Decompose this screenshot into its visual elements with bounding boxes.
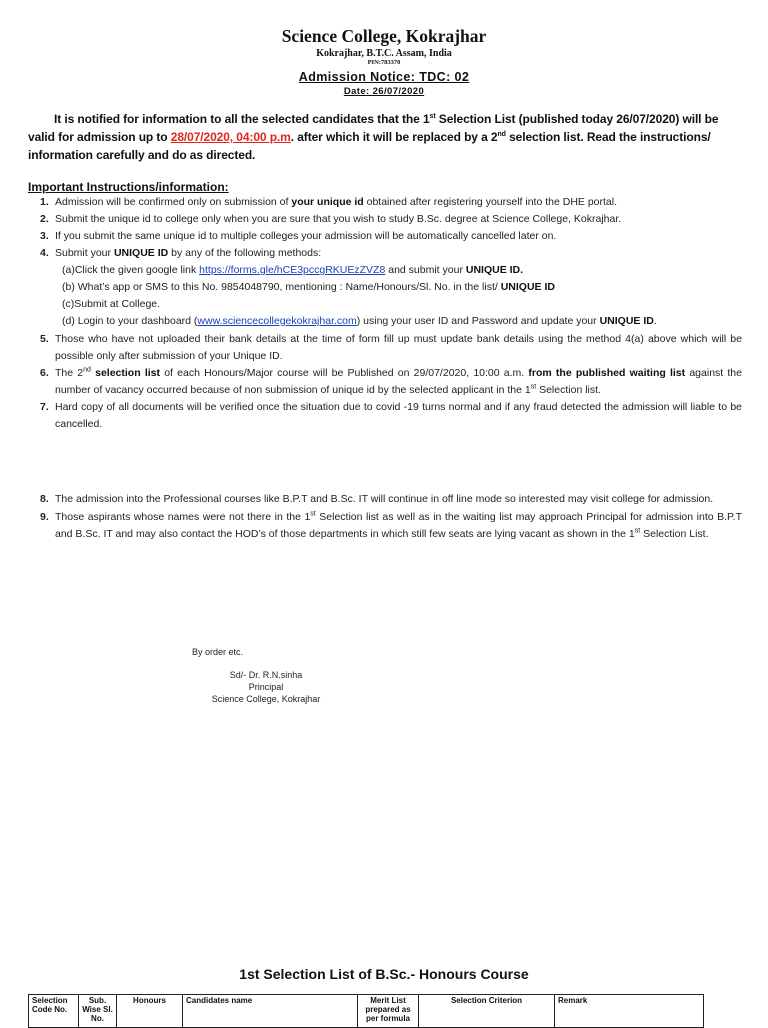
- col-candidate-name: Candidates name: [183, 995, 358, 1028]
- item-text: against the number of vacancy occurred because of non submission of unique id by the selected applicant in the 1: [55, 367, 742, 397]
- item-bold: UNIQUE ID.: [465, 264, 524, 276]
- signatory-designation: Principal: [248, 682, 284, 692]
- item-text: If you submit the same unique id to multiple colleges your admission will be automatically cancelled later on.: [55, 230, 557, 242]
- intro-sup-2: nd: [497, 131, 506, 138]
- instruction-item-4: [40, 245, 742, 262]
- item-number: 4.: [40, 247, 49, 259]
- intro-paragraph: [28, 110, 742, 164]
- intro-text-4: selection list. Read the instructions/ information carefully and do as directed.: [28, 130, 711, 162]
- item-sup: st: [310, 510, 316, 518]
- item-text: Hard copy of all documents will be verified once the situation due to covid -19 turns normal and if any fraud detected the admission will liable to be cancelled.: [55, 401, 742, 431]
- item-text: ) using your user ID and Password and update your: [356, 315, 600, 327]
- item-text: and submit your: [385, 264, 466, 276]
- col-selection-code: Selection Code No.: [29, 995, 79, 1028]
- item-text: Admission will be confirmed only on submission of: [55, 196, 292, 208]
- col-remark: Remark: [555, 995, 704, 1028]
- item-text: The admission into the Professional courses like B.P.T and B.Sc. IT will continue in off line mode so interested may visit college for admission.: [55, 493, 714, 505]
- instruction-item-6: [40, 365, 742, 399]
- col-sub-wise-sl: Sub. Wise Sl. No.: [79, 995, 117, 1028]
- item-sup: st: [530, 383, 537, 391]
- item-bold: UNIQUE ID: [113, 247, 169, 259]
- method-4b: [62, 279, 742, 296]
- instruction-item-8: [40, 491, 742, 508]
- item-bold: UNIQUE ID: [599, 315, 654, 327]
- item-bold: your unique id: [291, 196, 364, 208]
- instruction-item-1: [40, 194, 742, 211]
- notice-title: Admission Notice: TDC: 02: [298, 70, 470, 84]
- item-text: Selection List.: [640, 528, 709, 541]
- by-order-text: By order etc.: [192, 647, 244, 657]
- item-text: (a)Click the given google link: [62, 264, 200, 276]
- item-text: of each Honours/Major course will be Published on 29/07/2020, 10:00 a.m.: [160, 367, 529, 379]
- item-text: Those aspirants whose names were not there in the 1: [55, 511, 311, 523]
- selection-list-table: [28, 994, 704, 1028]
- item-text: obtained after registering yourself into the DHE portal.: [363, 196, 618, 208]
- item-number: 6.: [40, 367, 49, 379]
- item-number: 5.: [40, 333, 49, 345]
- item-text: The 2: [55, 367, 84, 379]
- item-bold: selection list: [90, 367, 160, 379]
- item-sup: nd: [83, 366, 91, 374]
- col-honours: Honours: [117, 995, 183, 1028]
- col-selection-criterion: Selection Criterion: [419, 995, 555, 1028]
- item-number: 1.: [40, 196, 49, 208]
- method-4a: [62, 262, 742, 279]
- dashboard-link[interactable]: www.sciencecollegekokrajhar.com: [197, 315, 357, 327]
- intro-text-3: . after which it will be replaced by a 2: [290, 130, 498, 144]
- selection-list-title: 1st Selection List of B.Sc.- Honours Course: [239, 966, 529, 982]
- instructions-heading: Important Instructions/information:: [28, 180, 229, 194]
- deadline-text: 28/07/2020, 04:00 p.m: [170, 130, 291, 144]
- instruction-item-7: [40, 399, 742, 433]
- instruction-item-2: [40, 211, 742, 228]
- instruction-item-9: [40, 509, 742, 543]
- item-sup: st: [634, 527, 641, 535]
- intro-sup-1: st: [429, 113, 436, 120]
- notice-date: Date: 26/07/2020: [343, 86, 425, 97]
- item-number: 2.: [40, 213, 49, 225]
- item-text: by any of the following methods:: [168, 247, 322, 259]
- item-number: 8.: [40, 493, 49, 505]
- instruction-item-5: [40, 331, 742, 365]
- college-pin: PIN:783370: [367, 59, 401, 66]
- method-4c: (c)Submit at College.: [62, 298, 161, 310]
- item-text: .: [653, 315, 657, 327]
- item-text: Selection list as well as in the waiting list may approach Principal for admission into B.P.T and B.Sc. IT and may also contact the HOD’s of those departments in which still few seats are lying vacant as shown in the 1: [55, 511, 742, 541]
- table-header-row: [29, 995, 704, 1028]
- col-merit-list: Merit List prepared as per formula: [358, 995, 419, 1028]
- item-number: 9.: [40, 511, 49, 523]
- item-bold: from the published waiting list: [528, 367, 686, 379]
- intro-text-1: It is notified for information to all the selected candidates that the 1: [54, 112, 430, 126]
- college-address: Kokrajhar, B.T.C. Assam, India: [316, 48, 452, 59]
- method-4d: [62, 313, 742, 330]
- college-name: Science College, Kokrajhar: [281, 26, 487, 46]
- item-number: 3.: [40, 230, 49, 242]
- intro-text-2: Selection List (published today 26/07/2020) will be valid for admission up to: [28, 112, 719, 144]
- item-text: Selection list.: [536, 384, 601, 397]
- signatory-org: Science College, Kokrajhar: [211, 694, 321, 704]
- item-number: 7.: [40, 401, 49, 413]
- item-text: Submit your: [55, 247, 114, 259]
- instruction-item-3: [40, 228, 742, 245]
- item-text: (b) What’s app or SMS to this No. 9854048790, mentioning : Name/Honours/Sl. No. in the list/: [62, 281, 501, 293]
- item-text: (d) Login to your dashboard (: [62, 315, 198, 327]
- item-text: Those who have not uploaded their bank details at the time of form fill up must update bank details using the method 4(a) above which will be possible only after submission of your Unique ID.: [55, 333, 742, 363]
- google-form-link[interactable]: https://forms.gle/hCE3pccgRKUEzZVZ8: [199, 264, 386, 276]
- item-bold: UNIQUE ID: [500, 281, 555, 293]
- signatory-block: [196, 669, 336, 705]
- item-text: Submit the unique id to college only when you are sure that you wish to study B.Sc. degree at Science College, Kokrajhar.: [55, 213, 622, 225]
- signatory-name: Sd/- Dr. R.N.sinha: [229, 670, 303, 680]
